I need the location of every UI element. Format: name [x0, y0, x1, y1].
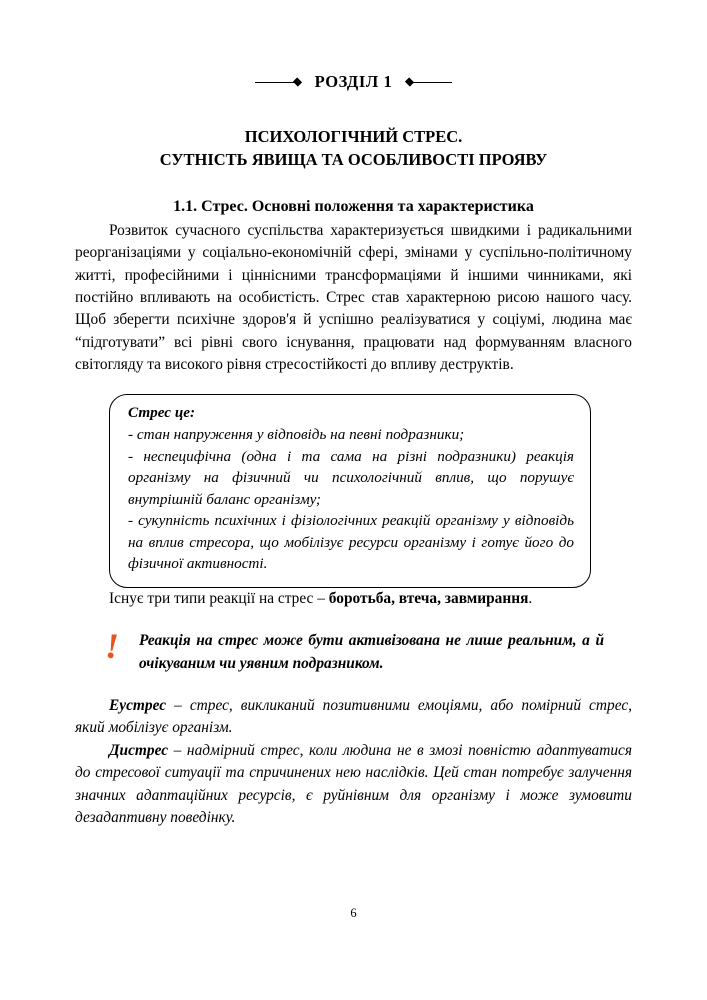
- term-name: Еустрес: [109, 696, 167, 714]
- reactions-paragraph: [75, 588, 632, 610]
- list-item: - неспецифічна (одна і та сама на різні подразники) реакція організму на фізичний чи психологічний вплив, що порушує внутрішній баланс організму;: [128, 447, 574, 508]
- page-number: 6: [350, 906, 357, 920]
- reactions-text-before: Існує три типи реакції на стрес –: [109, 589, 329, 607]
- page-title-line-1: ПСИХОЛОГІЧНИЙ СТРЕС.: [244, 127, 463, 146]
- section-heading: 1.1. Стрес. Основні положення та характеристика: [173, 197, 534, 215]
- reactions-text-bold: боротьба, втеча, завмирання: [328, 589, 529, 607]
- ornament-right-icon: [406, 78, 452, 87]
- page-content: [75, 72, 632, 830]
- term-definition: – стрес, викликаний позитивними емоціями, або помірний стрес, який мобілізує організм.: [75, 696, 632, 737]
- chapter-label: РОЗДІЛ 1: [314, 72, 393, 91]
- intro-paragraph: Розвиток сучасного суспільства характеризується швидкими і радикальними реорганізаціями у соціально-економічній сфері, змінами у суспільно-політичному житті, професійними і ціннісними трансформаціями й іншими чинниками, які постійно впливають на особистість. Стрес став характерною рисою нашого часу. Щоб зберегти психічне здоров'я й успішно реалізуватися у соціумі, людина має “підготувати” всі рівні свого існування, працювати над формуванням власного світогляду та високого рівня стресостійкості до впливу деструктів.: [75, 221, 632, 374]
- term-paragraph: [75, 695, 632, 740]
- list-item: - стан напруження у відповідь на певні подразники;: [128, 425, 465, 443]
- definition-box: [109, 394, 591, 588]
- reactions-text-after: .: [528, 589, 533, 607]
- list-item: - сукупність психічних і фізіологічних реакцій організму у відповідь на вплив стресора, що мобілізує ресурси організму і готує його до фізичної активності.: [128, 512, 574, 573]
- terms-section: [75, 695, 632, 830]
- callout-note: [99, 626, 604, 674]
- page-title: [75, 126, 632, 172]
- exclamation-mark-icon: !: [104, 626, 119, 667]
- term-paragraph: [75, 740, 632, 830]
- ornament-left-icon: [255, 78, 301, 87]
- callout-text: Реакція на стрес може бути активізована не лише реальним, а й очікуваним чи уявним подразником.: [139, 632, 604, 672]
- chapter-heading: [75, 72, 632, 92]
- definition-lead: Стрес це:: [128, 403, 196, 421]
- term-name: Дистрес: [109, 741, 169, 759]
- definition-list: [128, 424, 574, 575]
- term-definition: – надмірний стрес, коли людина не в змозі повністю адаптуватися до стресової ситуації та спричинених нею наслідків. Цей стан потребує залучення значних адаптаційних ресурсів, є руйнівним для організму і може зумовити дезадаптивну поведінку.: [75, 741, 632, 827]
- page-title-line-2: СУТНІСТЬ ЯВИЩА ТА ОСОБЛИВОСТІ ПРОЯВУ: [159, 149, 548, 169]
